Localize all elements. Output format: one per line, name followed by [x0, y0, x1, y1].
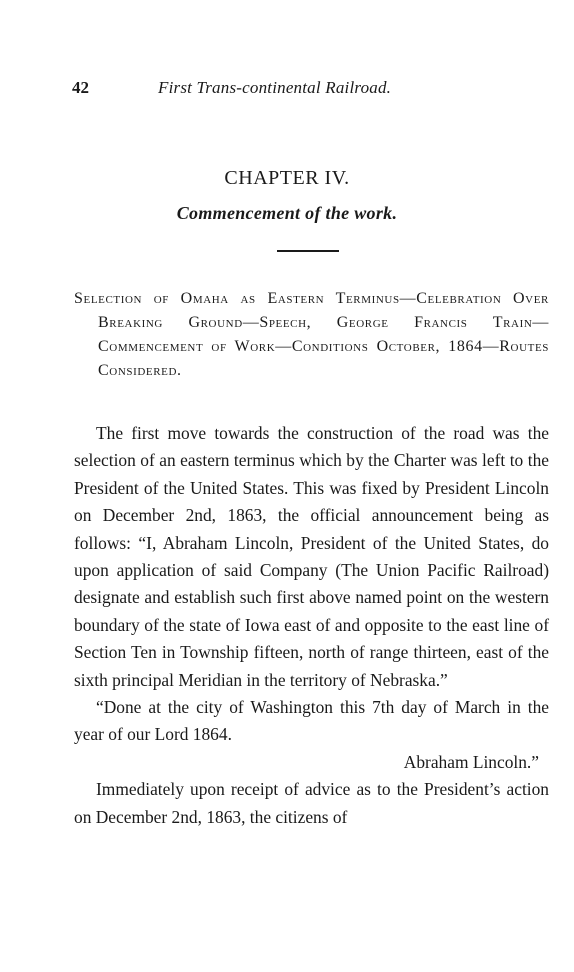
page-header [72, 78, 512, 102]
chapter-title: CHAPTER IV. [224, 167, 350, 189]
page-number: 42 [72, 78, 89, 97]
body-paragraph-3: Immediately upon receipt of advice as to the President’s action on December 2nd, 1863, the citizens of [74, 779, 549, 827]
chapter-divider [277, 250, 339, 252]
chapter-subtitle: Commencement of the work. [176, 203, 398, 223]
running-title: First Trans-continental Railroad. [158, 78, 392, 97]
chapter-synopsis: Selection of Omaha as Eastern Terminus—Celebration Over Breaking Ground—Speech, George Francis Train—Commencement of Work—Conditions October, 1864—Routes Considered. [74, 290, 549, 379]
body-paragraph-1: The first move towards the construction of the road was the selection of an eastern terminus which by the Charter was left to the President of the United States. This was fixed by President Lincoln on December 2nd, 1863, the official announcement being as follows: “I, Abraham Lincoln, President of the United States, do upon application of said Company (The Union Pacific Railroad) designate and establish such first above named point on the western boundary of the state of Iowa east of and opposite to the east line of Section Ten in Township fifteen, north of range thirteen, east of the sixth principal Meridian in the territory of Nebraska.” [74, 423, 549, 690]
body-paragraph-2: “Done at the city of Washington this 7th day of March in the year of our Lord 1864. [74, 697, 549, 745]
body-text [74, 420, 549, 831]
signature: Abraham Lincoln.” [403, 751, 539, 772]
